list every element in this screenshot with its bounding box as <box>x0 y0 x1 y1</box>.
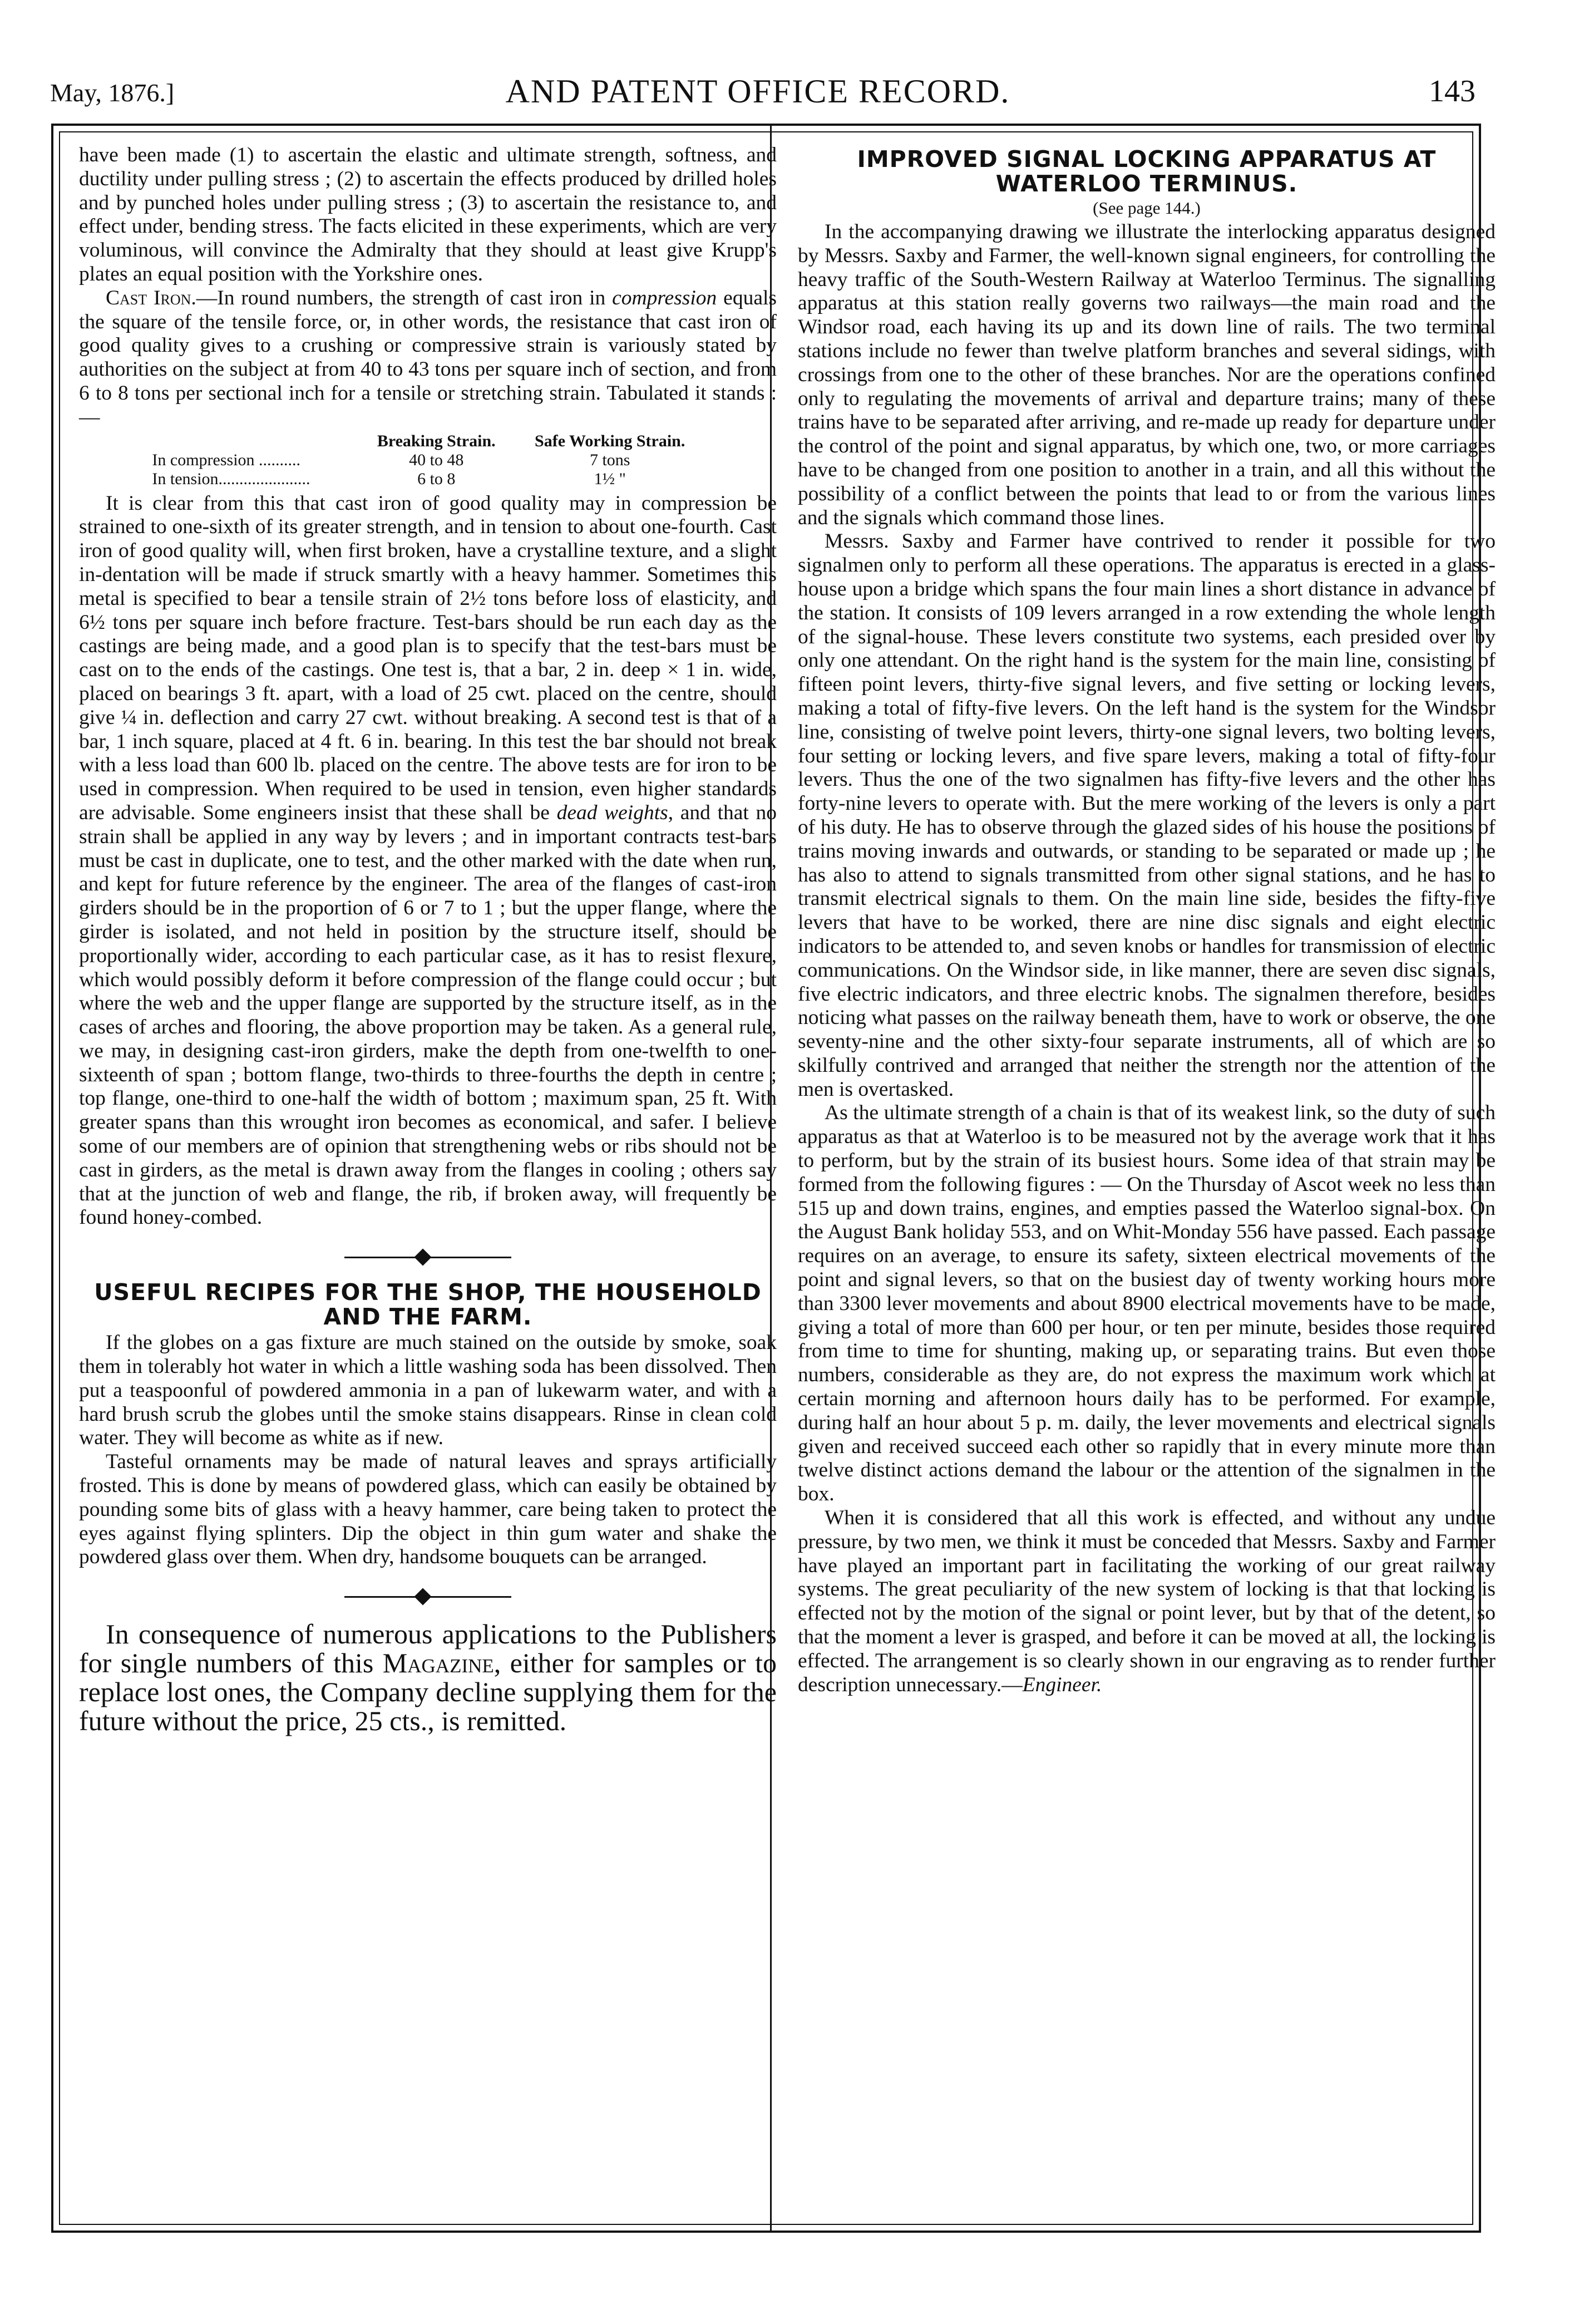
table-row <box>149 470 707 489</box>
page-number: 143 <box>1429 74 1476 109</box>
right-column <box>798 144 1496 1697</box>
article-page-reference: (See page 144.) <box>1093 198 1201 218</box>
recipes-heading: USEFUL RECIPES FOR THE SHOP, THE HOUSEHOLD AND THE FARM. <box>94 1279 762 1331</box>
header-safe-working-strain: Safe Working Strain. <box>535 431 685 450</box>
row-breaking: 6 to 8 <box>417 469 456 488</box>
strength-table-header <box>149 432 707 451</box>
paragraph-strain: As the ultimate strength of a chain is that of its weakest link, so the duty of such apparatus as that at Waterloo is to be measured not by the average work that it has to perform, but by the strain of its busiest hours. Some idea of that strain may be formed from the following figures : — On the Thursday of Ascot week no less than 515 up and down trains, engines, and empties passed the Waterloo signal-box. On the August Bank holiday 553, and on Whit-Monday 556 have passed. Each passage requires on an average, to ensure its safety, sixteen electrical movements of the point and signal levers, so that on the busiest day of twenty working hours more than 3300 lever movements and about 8900 electrical movements have to be made, giving a total of more than 600 per hour, or ten per minute, besides those required from time to time for shunting, making up, or separating trains. But even those numbers, considerable as they are, do not express the maximum work which at certain morning and afternoon hours daily has to be performed. For example, during half an hour about 5 p. m. daily, the lever movements and electrical signals given and received succeed each other so rapidly that in every minute more than twelve distinct actions demand the labour or the attention of the signalmen in the box. <box>798 1101 1496 1506</box>
paragraph-cast-iron <box>79 287 777 430</box>
source-credit: Engineer. <box>1022 1673 1102 1696</box>
ornament-diamond-icon <box>414 1249 431 1266</box>
tests-emphasis: dead weights <box>556 801 668 824</box>
ornament-diamond-icon <box>414 1588 431 1606</box>
notice-magazine: Magazine <box>382 1647 494 1679</box>
cast-iron-text-a: —In round numbers, the strength of cast iron in <box>196 286 613 309</box>
table-row <box>149 451 707 470</box>
row-safe: 1½ " <box>594 469 626 488</box>
cast-iron-emphasis: compression <box>612 286 717 309</box>
publisher-notice <box>79 1619 777 1735</box>
notice-text-b: , either for samples or to replace lost ones, the Company decline supplying them for the future without the price, 25 cts., is remitted. <box>79 1647 777 1737</box>
strength-table <box>149 432 707 489</box>
paragraph-cast-iron-tests <box>79 492 777 1230</box>
conclusion-text: When it is considered that all this work is effected, and without any undue pressure, by two men, we think it must be conceded that Messrs. Saxby and Farmer have played an important part in facilitating the working of our great railway systems. The great peculiarity of the new system of locking is that that locking is effected not by the motion of the signal or point lever, but by that of the detent, so that the moment a lever is grasped, and before it can be moved at all, the locking is effected. The arrangement is so clearly shown in our engraving as to render further description unnecessary.— <box>798 1506 1496 1696</box>
row-label: In compression .......... <box>152 450 301 469</box>
section-lead-cast-iron: Cast Iron. <box>106 286 196 309</box>
left-column <box>79 144 777 1735</box>
tests-text-b: , and that no strain shall be applied in any way by levers ; and in important contracts test-bars must be cast in duplicate, one to test, and the other marked with the date when run, and kept for future reference by the engineer. The area of the flanges of cast-iron girders should be in the proportion of 6 or 7 to 1 ; but the upper flange, where the girder is isolated, and not held in position by the structure itself, should be proportionally wider, according to each particular case, as it has to resist flexure, which would possibly deform it before compression of the flange could occur ; but where the web and the upper flange are supported by the structure itself, as in the cases of arches and flooring, the above proportion may be taken. As a general rule, we may, in designing cast-iron girders, make the depth from one-twelfth to one-sixteenth of span ; bottom flange, two-thirds to three-fourths the depth in centre ; top flange, one-third to one-half the width of bottom ; maximum span, 25 ft. With greater spans than this wrought iron becomes as economical, and safer. I believe some of our members are of opinion that strengthening webs or ribs should not be cast in girders, as the metal is drawn away from the flanges in cooling ; others say that at the junction of web and flange, the rib, if broken away, will frequently be found honey-combed. <box>79 801 777 1229</box>
issue-date: May, 1876.] <box>50 78 175 107</box>
page-header <box>34 68 1481 118</box>
section-ornament <box>344 1588 511 1605</box>
article-title: IMPROVED SIGNAL LOCKING APPARATUS AT WATERLOO TERMINUS. <box>857 146 1437 197</box>
row-label: In tension...................... <box>152 469 310 488</box>
journal-title: AND PATENT OFFICE RECORD. <box>505 73 1010 110</box>
cast-iron-text-b: equals the square of the tensile force, or, in other words, the resistance that cast iron of good quality gives to a crushing or compressive strain is variously stated by authorities on the subject at from 40 to 43 tons per square inch of section, and from 6 to 8 tons per sectional inch for a tensile or stretching strain. Tabulated it stands :— <box>79 286 777 429</box>
paragraph-plates: have been made (1) to ascertain the elastic and ultimate strength, softness, and ductility under pulling stress ; (2) to ascertain the effects produced by drilled holes and by punched holes under pulling stress ; (3) to ascertain the resistance to, and effect under, bending stress. The facts elicited in these experiments, which are very voluminous, will convince the Admiralty that they should at least give Krupp's plates an equal position with the Yorkshire ones. <box>79 144 777 285</box>
paragraph-levers: Messrs. Saxby and Farmer have contrived to render it possible for two signalmen only to perform all these operations. The apparatus is erected in a glass-house upon a bridge which spans the four main lines a short distance in advance of the station. It consists of 109 levers arranged in a row extending the whole length of the signal-house. These levers constitute two systems, each presided over by only one attendant. On the right hand is the system for the main line, consisting of fifteen point levers, thirty-five signal levers, and five setting or locking levers, making a total of fifty-five levers. On the left hand is the system for the Windsor line, consisting of twelve point levers, thirty-one signal levers, two bolting levers, four setting or locking levers, and five spare levers, making a total of fifty-four levers. Thus the one of the two signalmen has fifty-five levers and the other has forty-nine levers to operate with. But the mere working of the levers is only a part of his duty. He has to observe through the glazed sides of his house the positions of trains moving inwards and outwards, or standing to be separated or made up ; he has also to attend to signals transmitted from other signal stations, and he has to transmit electrical signals to them. On the main line side, besides the fifty-five levers that have to be worked, there are nine disc signals and eight electric indicators to be attended to, and seven knobs or handles for transmission of electric communications. On the Windsor side, in like manner, there are seven disc signals, five electric indicators, and three electric knobs. The signalmen therefore, besides noticing what passes on the railway beneath them, have to work or observe, the one seventy-nine and the other sixty-four separate instruments, all of which are so skilfully contrived and arranged that neither the strength nor the attention of the men is overtasked. <box>798 530 1496 1101</box>
row-safe: 7 tons <box>589 450 630 469</box>
paragraph-recipe-globes: If the globes on a gas fixture are much stained on the outside by smoke, soak them in tolerably hot water in which a little washing soda has been dissolved. Then put a teaspoonful of powdered ammonia in a pan of lukewarm water, and with a hard brush scrub the globes until the smoke stains disappears. Rinse in clean cold water. They will become as white as if new. <box>79 1331 777 1450</box>
row-breaking: 40 to 48 <box>409 450 464 469</box>
paragraph-conclusion <box>798 1506 1496 1697</box>
header-breaking-strain: Breaking Strain. <box>377 431 496 450</box>
notice-text-a: In consequence of numerous applications to the Publishers for single numbers of this <box>79 1618 777 1679</box>
section-ornament <box>344 1249 511 1266</box>
paragraph-intro: In the accompanying drawing we illustrate the interlocking apparatus designed by Messrs. Saxby and Farmer, the well-known signal engineers, for controlling the heavy traffic of the South-Western Railway at Waterloo Terminus. The signalling apparatus at this station really governs two railways—the main road and the Windsor road, each having its up and its down line of rails. The two terminal stations include no fewer than twelve platform branches and several sidings, with crossings from one to the other of these branches. Nor are the operations confined only to regulating the movements of arrival and departure trains; many of these trains have to be separated after arriving, and re-made up ready for departure under the control of the point and signal apparatus, by which one, two, or more carriages have to be changed from one position to another in a train, and all this without the possibility of a conflict between the points that lead to or from the various lines and the signals which command those lines. <box>798 220 1496 529</box>
tests-text-a: It is clear from this that cast iron of good quality may in compression be strained to one-sixth of its greater strength, and in tension to about one-fourth. Cast iron of good quality will, when first broken, have a crystalline texture, and a slight in-dentation will be made if struck smartly with a heavy hammer. Sometimes this metal is specified to bear a tensile strain of 2½ tons before loss of elasticity, and 6½ tons per square inch before fracture. Test-bars should be run each day as the castings are being made, and a good plan is to specify that the test-bars must be cast on to the ends of the castings. One test is, that a bar, 2 in. deep × 1 in. wide, placed on bearings 3 ft. apart, with a load of 25 cwt. placed on the centre, should give ¼ in. deflection and carry 27 cwt. without breaking. A second test is that of a bar, 1 inch square, placed at 4 ft. 6 in. bearing. In this test the bar should not break with a less load than 600 lb. placed on the centre. The above tests are for iron to be used in compression. When required to be used in tension, even higher standards are advisable. Some engineers insist that these shall be <box>79 491 777 824</box>
paragraph-recipe-ornaments: Tasteful ornaments may be made of natural leaves and sprays artificially frosted. This is done by means of powdered glass, which can easily be obtained by pounding some bits of glass with a heavy hammer, care being taken to protect the eyes against flying splinters. Dip the object in thin gum water and shake the powdered glass over them. When dry, handsome bouquets can be arranged. <box>79 1450 777 1569</box>
